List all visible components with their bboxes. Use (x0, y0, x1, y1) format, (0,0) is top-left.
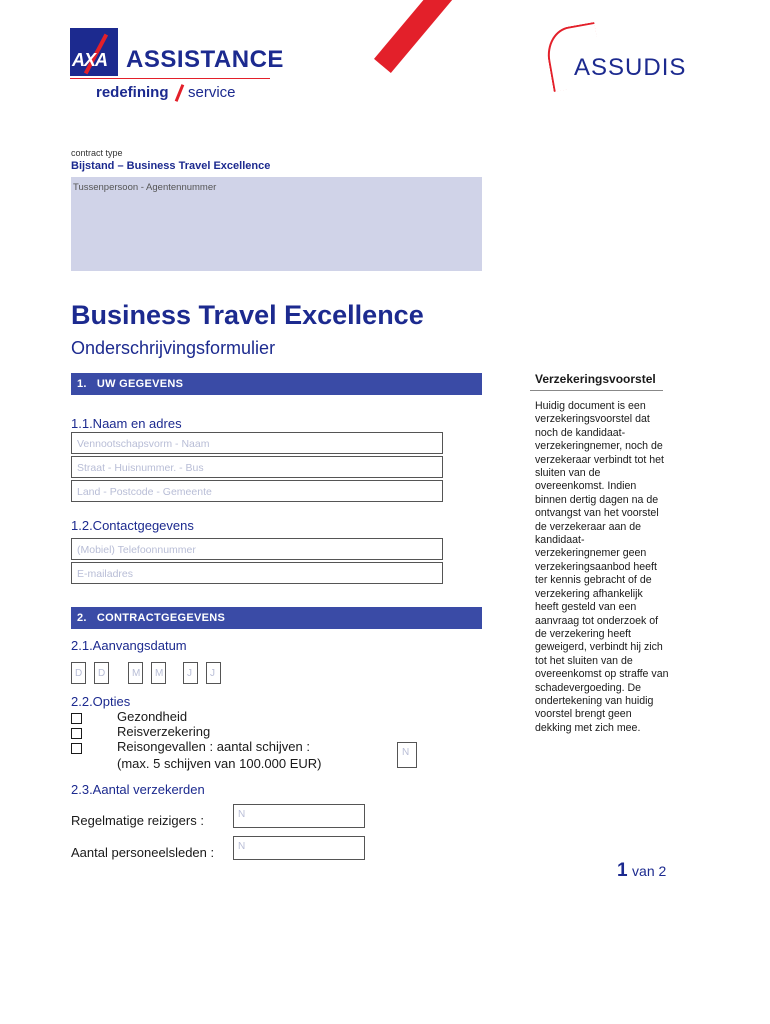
option-health-label: Gezondheid (117, 709, 188, 724)
email-placeholder: E-mailadres (77, 568, 134, 580)
document-subtitle: Onderschrijvingsformulier (71, 338, 276, 358)
staff-count-field[interactable] (233, 836, 365, 860)
section-2-number: 2. (77, 612, 87, 624)
agent-number-placeholder: Tussenpersoon - Agentennummer (73, 182, 217, 193)
page-indicator (617, 860, 666, 882)
decorative-stripe (374, 0, 468, 73)
assudis-logo: ASSUDIS (574, 54, 687, 81)
street-field[interactable] (71, 456, 443, 478)
regular-travellers-field[interactable] (233, 804, 365, 828)
options-heading: 2.2.Opties (71, 694, 131, 709)
city-field[interactable] (71, 480, 443, 502)
date-day-2[interactable] (94, 662, 109, 684)
company-name-placeholder: Vennootschapsvorm - Naam (77, 438, 210, 450)
agent-number-field[interactable] (71, 177, 482, 271)
contract-type-label: contract type (71, 148, 123, 158)
page-total: van 2 (632, 863, 667, 879)
section-1-number: 1. (77, 378, 87, 390)
date-month-1[interactable] (128, 662, 143, 684)
option-travel-label: Reisverzekering (117, 724, 211, 739)
section-1-title: UW GEGEVENS (96, 378, 184, 390)
accident-tiers-field[interactable] (397, 742, 417, 768)
section-2-header (71, 607, 482, 629)
option-health-checkbox[interactable] (71, 713, 82, 724)
email-field[interactable] (71, 562, 443, 584)
option-accidents-label: Reisongevallen : aantal schijven : (117, 739, 310, 754)
sidebar-text: Huidig document is een verzekeringsvoorstel dat noch de kandidaat-verzekeringnemer, noch de verzekeraar verbindt tot het sluiten van de overeenkomst. Indien binnen dertig dagen na de ontvangst van het voorstel de verzekeraar aan de kandidaat-verzekeringnemer geen verzekeringsaanbod heeft ter kennis gebracht of de verzekering afhankelijk heeft gesteld van een aanvraag tot onderzoek of de verzekering heeft geweigerd, verbindt hij zich tot het sluiten van de overeenkomst op straffe van schadevergoeding. De ondertekening van huidig voorstel brengt geen dekking met zich mee. (535, 400, 669, 734)
date-month-2[interactable] (151, 662, 166, 684)
date-day-2-placeholder: D (98, 668, 106, 679)
phone-placeholder: (Mobiel) Telefoonnummer (77, 544, 196, 556)
regular-travellers-label: Regelmatige reizigers : (71, 813, 204, 828)
contract-type-value: Bijstand – Business Travel Excellence (71, 160, 271, 172)
assistance-wordmark: ASSISTANCE (126, 46, 284, 73)
street-placeholder: Straat - Huisnummer. - Bus (77, 462, 204, 474)
city-placeholder: Land - Postcode - Gemeente (77, 486, 212, 498)
option-accidents-note: (max. 5 schijven van 100.000 EUR) (117, 756, 322, 771)
option-accidents-checkbox[interactable] (71, 743, 82, 754)
company-name-field[interactable] (71, 432, 443, 454)
date-year-2[interactable] (206, 662, 221, 684)
section-1-header (71, 373, 482, 395)
name-address-heading: 1.1.Naam en adres (71, 416, 182, 431)
insured-heading: 2.3.Aantal verzekerden (71, 782, 205, 797)
option-travel-checkbox[interactable] (71, 728, 82, 739)
logo-divider (70, 78, 270, 79)
date-day-1[interactable] (71, 662, 86, 684)
date-year-2-placeholder: J (210, 668, 215, 679)
tagline-slash (175, 84, 185, 102)
phone-field[interactable] (71, 538, 443, 560)
regular-travellers-placeholder: N (238, 809, 246, 820)
date-year-1[interactable] (183, 662, 198, 684)
staff-count-label: Aantal personeelsleden : (71, 845, 215, 860)
contact-heading: 1.2.Contactgegevens (71, 518, 194, 533)
sidebar-title: Verzekeringsvoorstel (535, 372, 656, 386)
start-date-heading: 2.1.Aanvangsdatum (71, 638, 187, 653)
document-title: Business Travel Excellence (71, 300, 424, 330)
sidebar-divider (530, 390, 663, 391)
staff-count-placeholder: N (238, 841, 246, 852)
date-month-2-placeholder: M (155, 668, 164, 679)
section-2-title: CONTRACTGEGEVENS (96, 612, 226, 624)
tagline-redefining: redefining (96, 84, 169, 101)
axa-logo-text: AXA (72, 50, 108, 70)
axa-logo (70, 28, 118, 76)
page-number: 1 (617, 860, 628, 881)
date-day-1-placeholder: D (75, 668, 83, 679)
date-year-1-placeholder: J (187, 668, 192, 679)
accident-tiers-placeholder: N (402, 747, 410, 758)
date-month-1-placeholder: M (132, 668, 141, 679)
tagline-service: service (188, 84, 236, 101)
